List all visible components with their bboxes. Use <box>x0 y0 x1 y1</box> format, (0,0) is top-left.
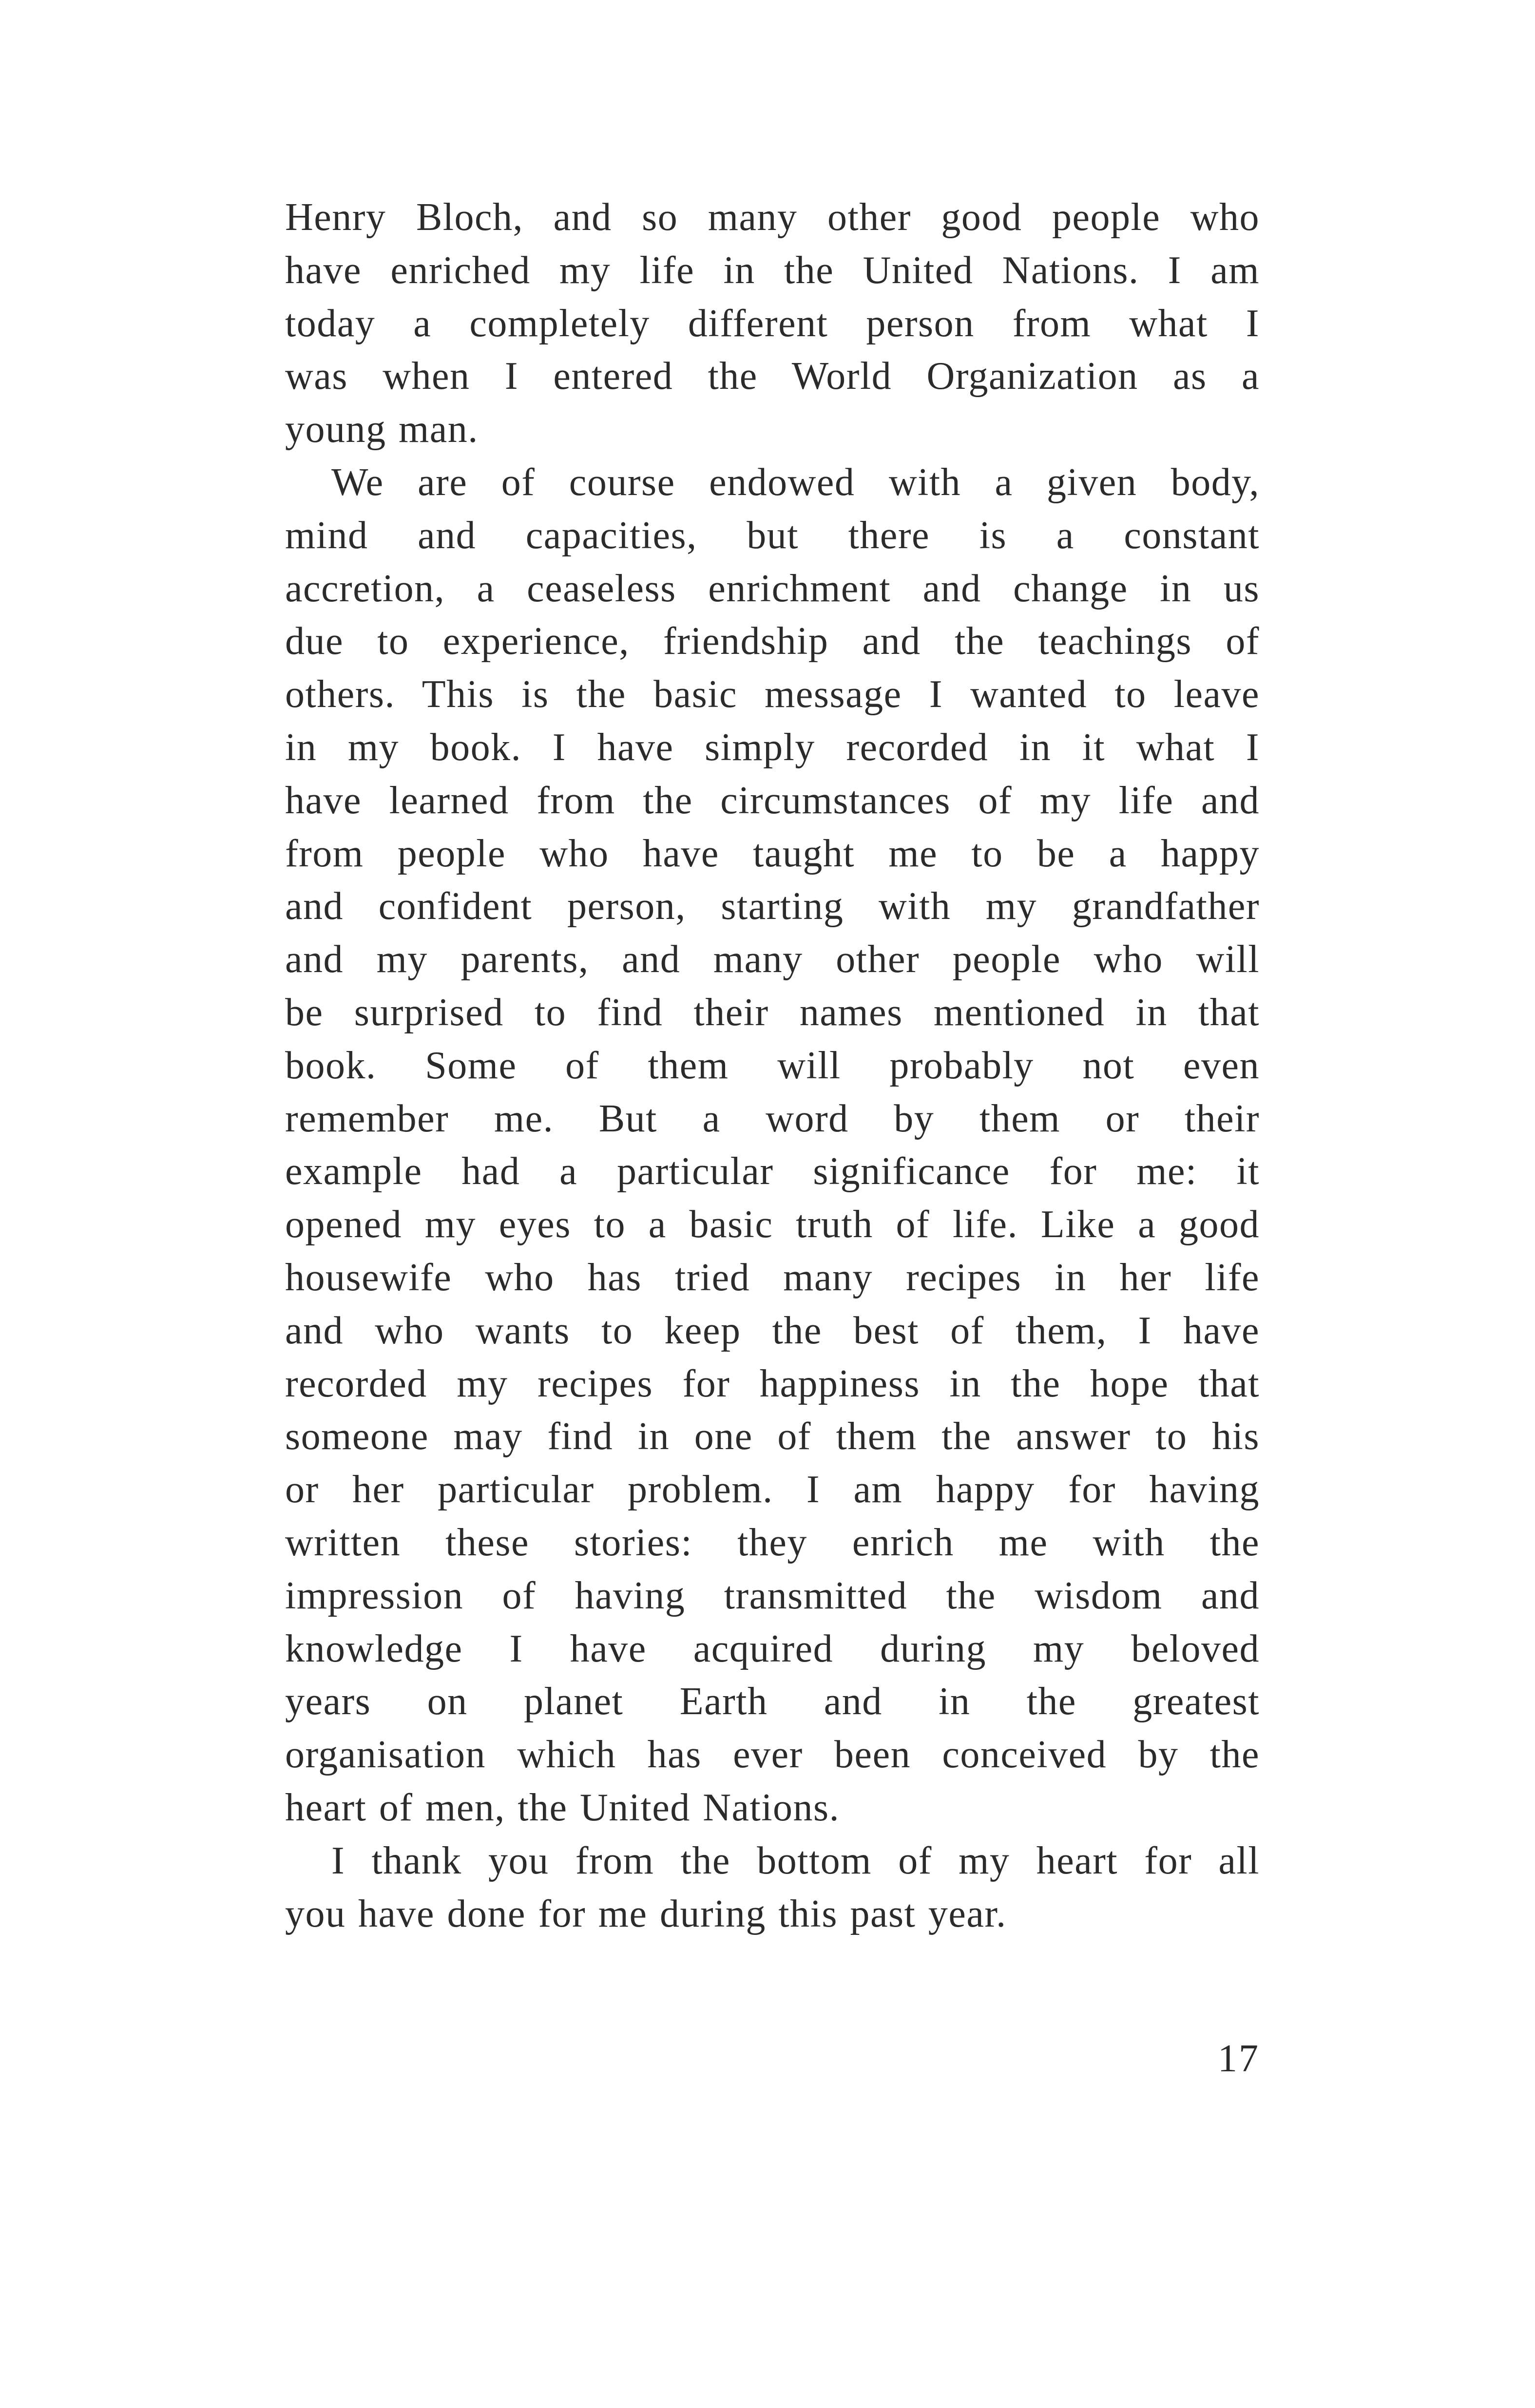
text-line: I thank you from the bottom of my heart for all <box>331 1839 1260 1882</box>
text-line: have enriched my life in the United Nations. I am <box>285 248 1260 292</box>
text-line: be surprised to find their names mentioned in that <box>285 991 1260 1034</box>
text-line: example had a particular significance for me: it <box>285 1150 1260 1193</box>
text-line: recorded my recipes for happiness in the hope that <box>285 1362 1260 1405</box>
text-line: opened my eyes to a basic truth of life. Like a good <box>285 1203 1260 1246</box>
text-line: or her particular problem. I am happy for having <box>285 1468 1260 1511</box>
text-line: accretion, a ceaseless enrichment and change in us <box>285 567 1260 610</box>
text-line: someone may find in one of them the answer to his <box>285 1415 1260 1458</box>
text-line: book. Some of them will probably not even <box>285 1044 1260 1087</box>
text-line: and confident person, starting with my grandfather <box>285 885 1260 928</box>
text-line: heart of men, the United Nations. <box>285 1786 840 1829</box>
text-line: written these stories: they enrich me with the <box>285 1521 1260 1564</box>
text-line: and who wants to keep the best of them, I have <box>285 1309 1260 1352</box>
text-line: have learned from the circumstances of my life and <box>285 779 1260 822</box>
text-line: remember me. But a word by them or their <box>285 1097 1260 1140</box>
text-line: Henry Bloch, and so many other good people who <box>285 196 1260 239</box>
text-line: housewife who has tried many recipes in her life <box>285 1256 1260 1299</box>
text-line: you have done for me during this past year. <box>285 1892 1007 1935</box>
text-line: and my parents, and many other people who will <box>285 938 1260 981</box>
body-text <box>285 191 1260 1940</box>
text-line: organisation which has ever been conceived by the <box>285 1733 1260 1777</box>
text-line: mind and capacities, but there is a constant <box>285 514 1260 557</box>
text-line: others. This is the basic message I wanted to leave <box>285 673 1260 716</box>
text-line: today a completely different person from what I <box>285 302 1260 345</box>
text-line: We are of course endowed with a given body, <box>331 460 1260 504</box>
page-number: 17 <box>1218 2037 1260 2080</box>
text-line: due to experience, friendship and the teachings of <box>285 620 1260 663</box>
text-line: years on planet Earth and in the greatest <box>285 1680 1260 1723</box>
text-line: in my book. I have simply recorded in it what I <box>285 726 1260 769</box>
text-line: was when I entered the World Organization as a <box>285 355 1260 398</box>
text-line: young man. <box>285 408 479 451</box>
text-line: from people who have taught me to be a happy <box>285 832 1260 875</box>
text-line: knowledge I have acquired during my beloved <box>285 1627 1260 1670</box>
text-line: impression of having transmitted the wisdom and <box>285 1574 1260 1617</box>
